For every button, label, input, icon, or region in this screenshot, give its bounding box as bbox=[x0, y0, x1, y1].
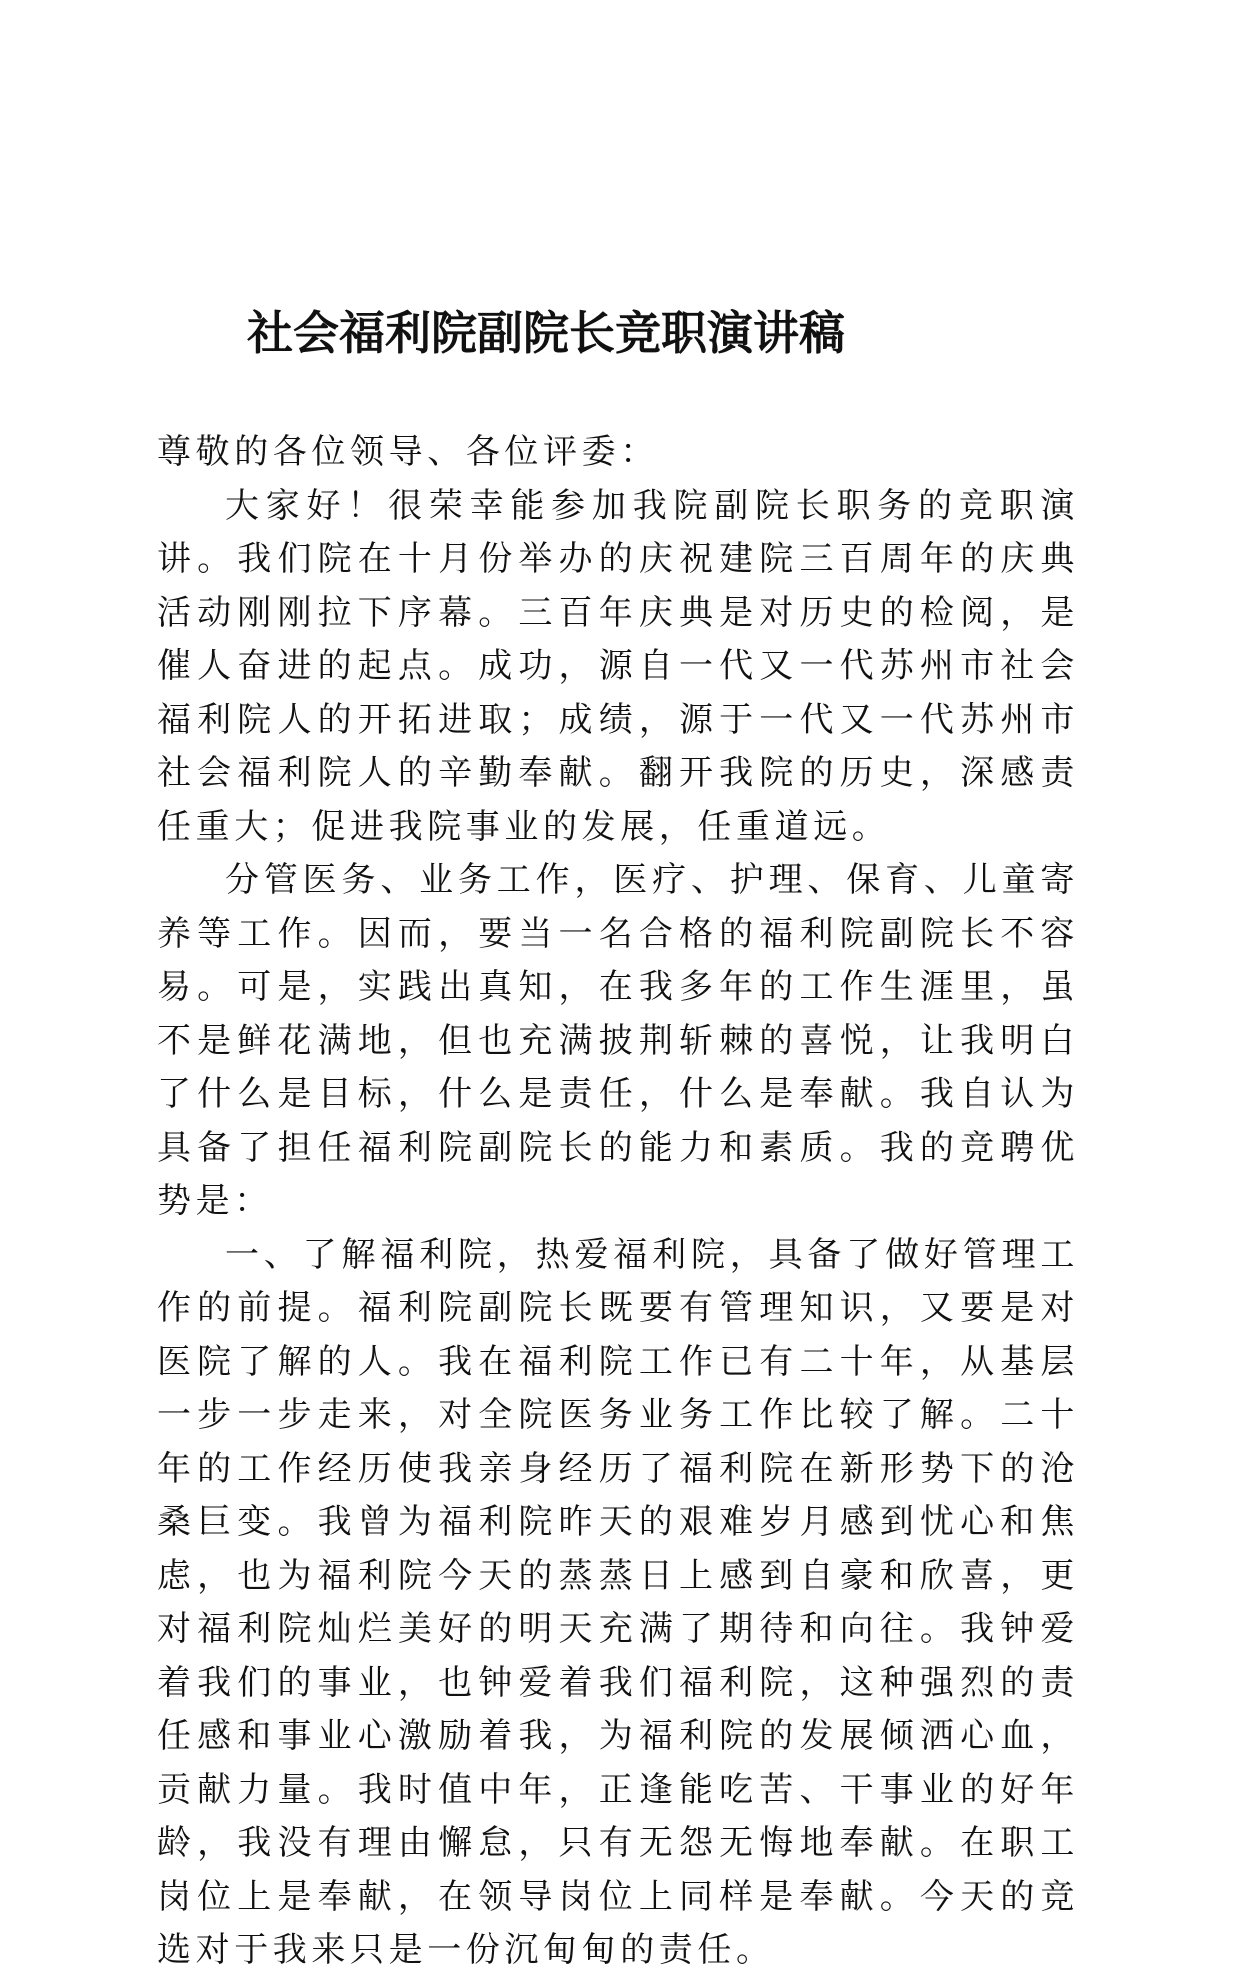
paragraph-opening: 大家好！很荣幸能参加我院副院长职务的竞职演讲。我们院在十月份举办的庆祝建院三百周年的庆典活动刚刚拉下序幕。三百年庆典是对历史的检阅，是催人奋进的起点。成功，源自一代又一代苏州市社会福利院人的开拓进取；成绩，源于一代又一代苏州市社会福利院人的辛勤奉献。翻开我院的历史，深感责任重大；促进我院事业的发展，任重道远。 bbox=[157, 485, 1079, 847]
document-title: 社会福利院副院长竞职演讲稿 bbox=[247, 306, 845, 360]
paragraph-advantage-one: 一、了解福利院，热爱福利院，具备了做好管理工作的前提。福利院副院长既要有管理知识，又要是对医院了解的人。我在福利院工作已有二十年，从基层一步一步走来，对全院医务业务工作比较了解。二十年的工作经历使我亲身经历了福利院在新形势下的沧桑巨变。我曾为福利院昨天的艰难岁月感到忧心和焦虑，也为福利院今天的蒸蒸日上感到自豪和欣喜，更对福利院灿烂美好的明天充满了期待和向往。我钟爱着我们的事业，也钟爱着我们福利院，这种强烈的责任感和事业心激励着我，为福利院的发展倾洒心血，贡献力量。我时值中年，正逢能吃苦、干事业的好年龄，我没有理由懈怠，只有无怨无悔地奉献。在职工岗位上是奉献，在领导岗位上同样是奉献。今天的竞选对于我来只是一份沉甸甸的责任。 bbox=[157, 1234, 1079, 1970]
paragraph-responsibilities: 分管医务、业务工作，医疗、护理、保育、儿童寄养等工作。因而，要当一名合格的福利院副院长不容易。可是，实践出真知，在我多年的工作生涯里，虽不是鲜花满地，但也充满披荆斩棘的喜悦，让我明白了什么是目标，什么是责任，什么是奉献。我自认为具备了担任福利院副院长的能力和素质。我的竞聘优势是： bbox=[157, 860, 1079, 1221]
document-body bbox=[157, 426, 1079, 1978]
salutation: 尊敬的各位领导、各位评委： bbox=[157, 432, 659, 472]
